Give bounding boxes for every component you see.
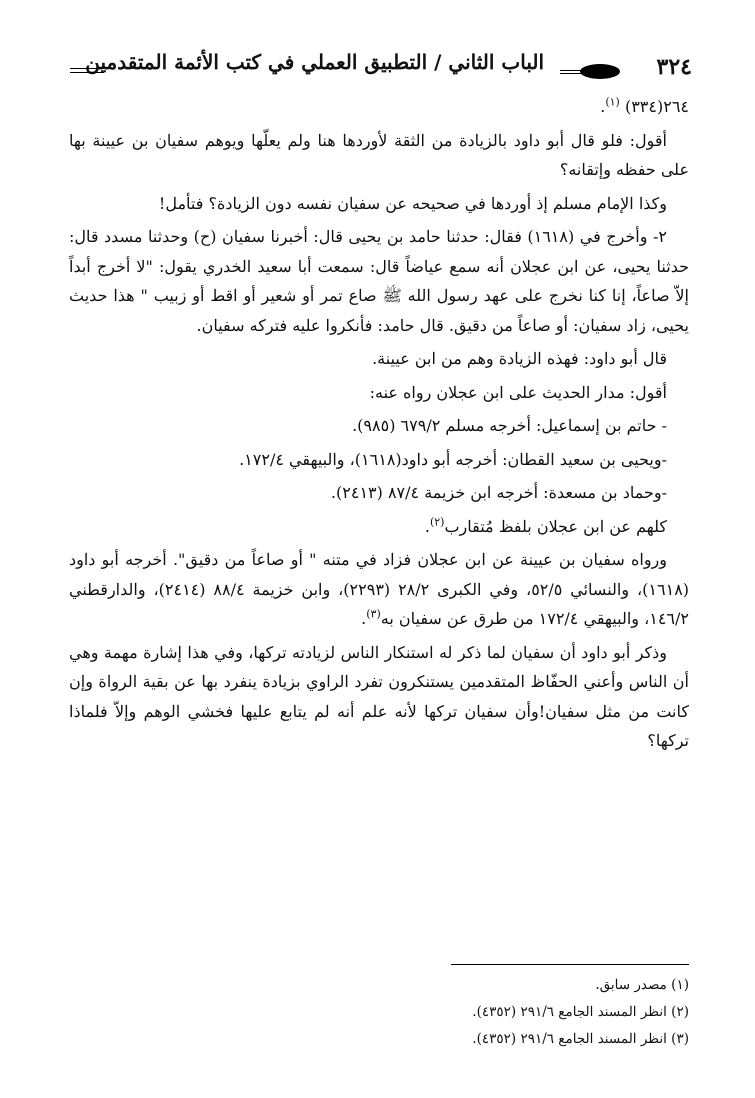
- list-item: -وحماد بن مسعدة: أخرجه ابن خزيمة ٨٧/٤ (٢٤١٣).: [330, 483, 667, 502]
- footnote-divider: [451, 964, 689, 965]
- footnote-ref: (٢): [429, 515, 445, 529]
- footnote: (١) مصدر سابق.: [595, 977, 689, 993]
- paragraph: ٢- وأخرج في (١٦١٨) فقال: حدثنا حامد بن يحيى قال: أخبرنا سفيان (ح) وحدثنا مسدد قال: حدثنا يحيى، عن ابن عجلان أنه سمع عياضاً قال: سمعت أبا سعيد الخدري يقول: "لا أخرج أبداً إلاّ صاعاً، إنا كنا نخرج على عهد رسول الله ﷺ صاع تمر أو شعير أو اقط أو زبيب " هذا حديث يحيى، زاد سفيان: أو صاعاً من دقيق. قال حامد: فأنكروا عليه فتركه سفيان.: [69, 227, 690, 335]
- paragraph: ورواه سفيان بن عيينة عن ابن عجلان فزاد في متنه " أو صاعاً من دقيق". أخرجه أبو داود (١٦١٨)، والنسائي ٥٢/٥، وفي الكبرى ٢٨/٢ (٢٢٩٣)، وابن خزيمة ٨٨/٤ (٢٤١٤)، والدارقطني ١٤٦/٢، والبيهقي ١٧٢/٤ من طرق عن سفيان به$^{(٣)}$.: [69, 550, 690, 628]
- list-item: -ويحيى بن سعيد القطان: أخرجه أبو داود(١٦١٨)، والبيهقي ١٧٢/٤.: [239, 449, 667, 469]
- list-item: - حاتم بن إسماعيل: أخرجه مسلم ٦٧٩/٢ (٩٨٥).: [352, 416, 667, 435]
- footnote: (٣) انظر المسند الجامع ٢٩١/٦ (٤٣٥٢).: [472, 1031, 689, 1047]
- footnote-ref: (٣): [366, 607, 381, 621]
- chapter-title: الباب الثاني / التطبيق العملي في كتب الأئمة المتقدمين: [85, 50, 544, 74]
- paragraph: ٢٦٤(٣٣٤) $^{(١)}$.: [600, 95, 689, 116]
- paragraph: وكذا الإمام مسلم إذ أوردها في صحيحه عن سفيان نفسه دون الزيادة؟ فتأمل!: [158, 193, 667, 213]
- paragraph: قال أبو داود: فهذه الزيادة وهم من ابن عيينة.: [372, 349, 667, 368]
- paragraph: أقول: فلو قال أبو داود بالزيادة من الثقة لأوردها هنا ولم يعلّها ويوهم سفيان بن عيينة بها على حفظه وإتقانه؟: [69, 130, 689, 179]
- page-number: ٣٢٤: [656, 54, 692, 80]
- paragraph: كلهم عن ابن عجلان بلفظ مُتقارب$^{(٢)}$.: [424, 515, 667, 536]
- body-text: [69, 92, 689, 760]
- paragraph: وذكر أبو داود أن سفيان لما ذكر له استنكار الناس لزيادته تركها، وفي هذا إشارة مهمة وهي أن الناس وأعني الحفّاظ المتقدمين يستنكرون تفرد الراوي بزيادة ينفرد بها عن بقية الرواة وإن كانت من مثل سفيان!وأن سفيان تركها لأنه علم أنه لم يتابع عليها فخشي الوهم وإلاّ فلماذا تركها؟: [69, 642, 689, 750]
- header-rule: [70, 68, 104, 73]
- header-rule: [560, 70, 588, 74]
- footnote: (٢) انظر المسند الجامع ٢٩١/٦ (٤٣٥٢).: [472, 1004, 689, 1020]
- paragraph: أقول: مدار الحديث على ابن عجلان رواه عنه:: [369, 382, 667, 402]
- footnote-ref: (١): [605, 95, 620, 109]
- footnotes: [69, 972, 689, 1053]
- page-header: [62, 50, 692, 90]
